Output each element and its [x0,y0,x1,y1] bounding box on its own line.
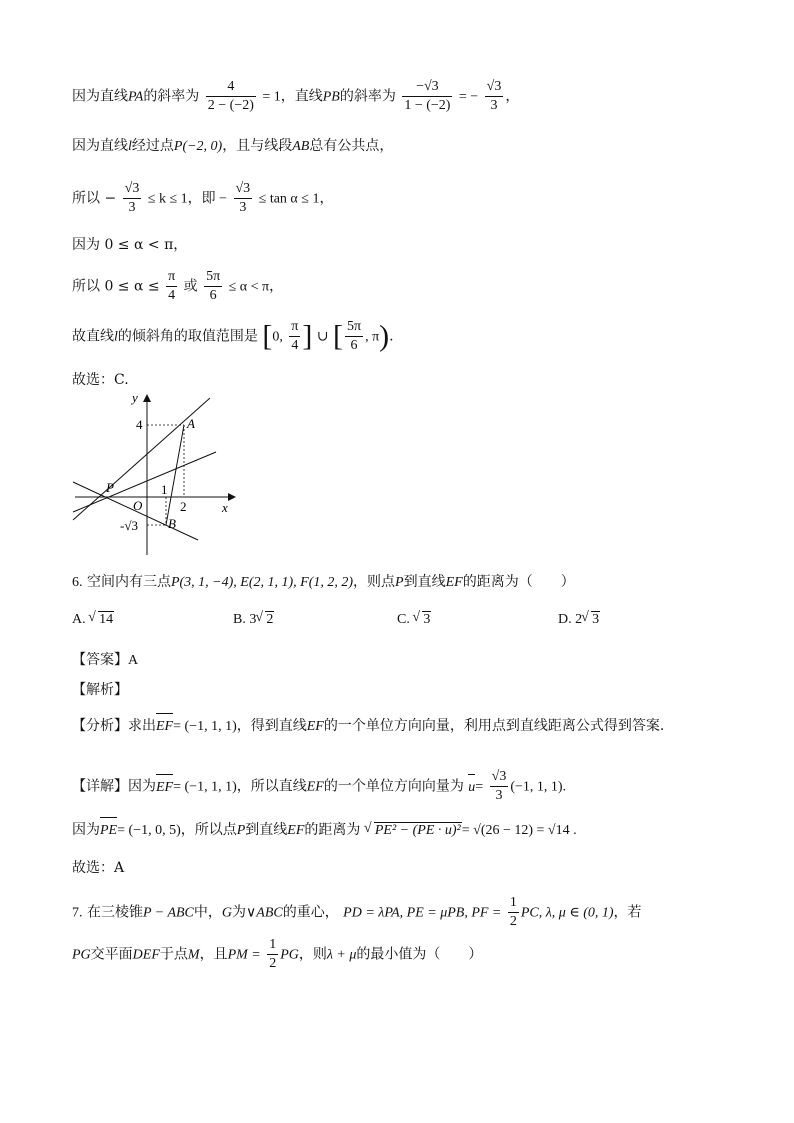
coefficient: 3 [249,612,257,627]
math-ef: EF [306,779,324,795]
sqrt-formula [365,821,462,841]
sqrt [89,612,114,628]
fraction [490,768,509,805]
option-b[interactable] [233,612,274,628]
sqrt [256,612,274,628]
x-arrow [228,493,236,501]
text: = √(26 − 12) = √14 . [461,823,577,838]
denominator: 6 [209,288,217,303]
fraction [289,318,300,355]
text: 的重心， [282,904,339,921]
radicand: 2 [266,612,274,627]
math-l: l [114,329,118,345]
solution-choice: 故选：C. [72,372,129,388]
left-bracket: [ [333,319,344,353]
math-relations: PC, λ, μ ∈ (0, 1) [520,905,614,921]
option-label: C. [397,612,410,627]
text: ，且 [199,946,228,963]
option-label: B. [233,612,246,627]
question-7-line2 [72,936,482,973]
math-pm: PM = [227,947,261,963]
radicand: 3 [592,612,600,627]
denominator: 2 [269,956,277,971]
denominator: 6 [350,338,358,353]
radicand: 14 [99,612,114,627]
numerator: 1 [508,894,519,913]
radicand: 3 [423,612,431,627]
numerator: √3 [485,78,504,97]
question-6 [72,572,575,593]
math-def: DEF [132,947,160,963]
text: ，得到直线 [236,718,307,734]
text: 故直线 [72,328,114,345]
text: 总有公共点， [309,138,394,154]
text: . [389,328,394,345]
math-pg: PG [280,947,299,963]
vector-ef: EF [156,717,173,737]
math-ef: EF [287,823,305,838]
numerator: 4 [206,78,256,97]
text: = [475,779,484,795]
vector-pe: PE [100,821,117,841]
text: 的一个单位方向向量，利用点到直线距离公式得到答案. [323,718,665,734]
sqrt [413,612,431,628]
text: = − [458,89,479,105]
math-lambda-mu: λ + μ [326,947,357,963]
text: = (−1, 1, 1) [173,779,237,795]
answer-value: A [128,653,139,668]
fraction-sqrt3-over-3 [485,78,504,115]
text: ，所以点 [180,822,237,838]
text: , π [365,329,380,345]
solution-line-alpha: 因为 0 ≤ α < π， [72,237,188,253]
vector-u: u [468,778,475,798]
tick-1: 1 [161,482,168,497]
denominator: 3 [490,98,498,113]
text: 于点 [159,946,188,963]
text: 在三棱锥 [86,904,143,921]
tick-neg-sqrt3: -√3 [120,518,138,533]
text: 求出 [128,718,156,734]
numerator: 1 [267,936,278,955]
tick-4: 4 [136,417,143,432]
text: 的倾斜角的取值范围是 [117,328,258,345]
section-label: 【分析】 [72,718,128,734]
math-ef: EF [445,575,463,590]
radicand: PE² − (PE · u)² [374,823,461,838]
left-bracket: [ [262,319,273,353]
label-b: B [168,516,176,531]
option-a[interactable] [72,612,114,628]
label-a: A [187,416,195,431]
text: ，则 [298,946,327,963]
fraction-slope-pa [206,78,256,115]
text: ≤ tan α ≤ 1， [258,191,334,207]
question-6-choice: 故选：A [72,860,125,876]
option-label: A. [72,612,86,627]
text: 的最小值为（ ） [356,946,483,963]
text: 到直线 [403,574,446,590]
detail-line [72,768,566,805]
text: 中， [193,904,222,921]
text: (−1, 1, 1). [510,779,567,795]
math-point-p: P(−2, 0) [173,139,223,154]
option-c[interactable] [397,612,431,628]
math-p: P [395,575,404,590]
denominator: 3 [239,200,247,215]
y-arrow [143,394,151,402]
text: = 1，直线 [262,89,323,105]
text: = (−1, 1, 1) [173,719,237,734]
denominator: 2 − (−2) [207,98,254,113]
text: 为 [232,904,247,921]
text: 因为 [72,822,100,838]
option-label: D. [558,612,572,627]
denominator: 4 [168,288,176,303]
math-p: P [236,823,246,838]
text: 因为直线 [72,138,128,154]
label-x: x [222,500,228,515]
solution-line-alpha-range [72,268,283,305]
numerator: √3 [234,180,253,199]
numerator: √3 [123,180,142,199]
math-l: l [128,139,132,154]
section-label: 【详解】 [72,778,128,795]
analysis-label: 【解析】 [72,682,128,698]
denominator: 3 [495,788,503,803]
math-pabc: P − ABC [142,905,194,921]
right-bracket: ] [302,319,313,353]
line-mid [73,452,216,512]
question-7-line1 [72,894,642,931]
text: 因为 [128,778,156,795]
math-points: P(3, 1, −4), E(2, 1, 1), F(1, 2, 2) [170,575,354,590]
denominator: 3 [128,200,136,215]
fraction [204,268,222,305]
numerator: 5π [345,318,363,337]
question-number: 6. [72,575,83,590]
fraction [267,936,278,973]
text: 的斜率为 [143,88,200,105]
text: 交平面 [90,946,133,963]
math-ab: AB [292,139,310,154]
math-pb: PB [322,89,340,105]
solution-line-slopes [72,78,519,115]
math-pa: PA [128,89,144,105]
text: ， [505,88,520,105]
text: 因为直线 [72,88,128,105]
numerator: −√3 [402,78,452,97]
fraction [234,180,253,217]
question-number: 7. [72,905,83,921]
vector-ef: EF [156,778,173,798]
fraction [345,318,363,355]
label-y: y [132,390,138,405]
math-g: G [221,905,233,921]
label-p: P [106,480,114,495]
numerator: π [289,318,300,337]
coordinate-figure [70,390,240,560]
text: ，若 [613,904,642,921]
text: 空间内有三点 [86,574,171,590]
solution-line-k-range [72,180,333,217]
text: = (−1, 0, 5) [117,823,181,838]
coefficient: 2 [575,612,583,627]
numerator: 5π [204,268,222,287]
answer-label: 【答案】 [72,652,128,668]
text: 所以 − [72,190,117,207]
text: 的一个单位方向向量为 [323,778,464,795]
distance-line [72,820,577,841]
analysis-line [72,716,664,737]
text: ≤ α < π， [228,279,284,295]
text: 的斜率为 [339,88,396,105]
text: 0, [272,329,283,345]
fraction [123,180,142,217]
math-relations: PD = λPA, PE = μPB, PF = [343,905,502,921]
text: ，所以直线 [236,778,307,795]
union-symbol: ∪ [316,329,329,345]
text: ≤ k ≤ 1，即 − [147,191,228,207]
text: ，且与线段 [222,138,293,154]
solution-line-point [72,136,393,157]
denominator: 4 [291,338,299,353]
text: 所以 0 ≤ α ≤ [72,278,160,295]
math-m: M [187,947,200,963]
text: 的距离为 [304,822,361,838]
denominator: 1 − (−2) [404,98,451,113]
numerator: π [166,268,177,287]
math-triangle: ∨ABC [246,905,283,921]
denominator: 2 [509,914,517,929]
math-ef: EF [306,719,324,734]
fraction [508,894,519,931]
text: 到直线 [245,822,288,838]
text: 经过点 [131,138,174,154]
tick-2: 2 [180,499,187,514]
solution-line-conclusion [72,318,394,355]
text: 的距离为（ ） [462,574,575,590]
option-d[interactable] [558,612,600,628]
sqrt [582,612,600,628]
fraction [166,268,177,305]
numerator: √3 [490,768,509,787]
text: ，则点 [353,574,396,590]
math-pg: PG [72,947,91,963]
label-o: O [133,498,143,513]
right-paren: ) [379,319,390,353]
text: 或 [183,278,198,295]
fraction-slope-pb [402,78,452,115]
answer-line [72,650,138,671]
